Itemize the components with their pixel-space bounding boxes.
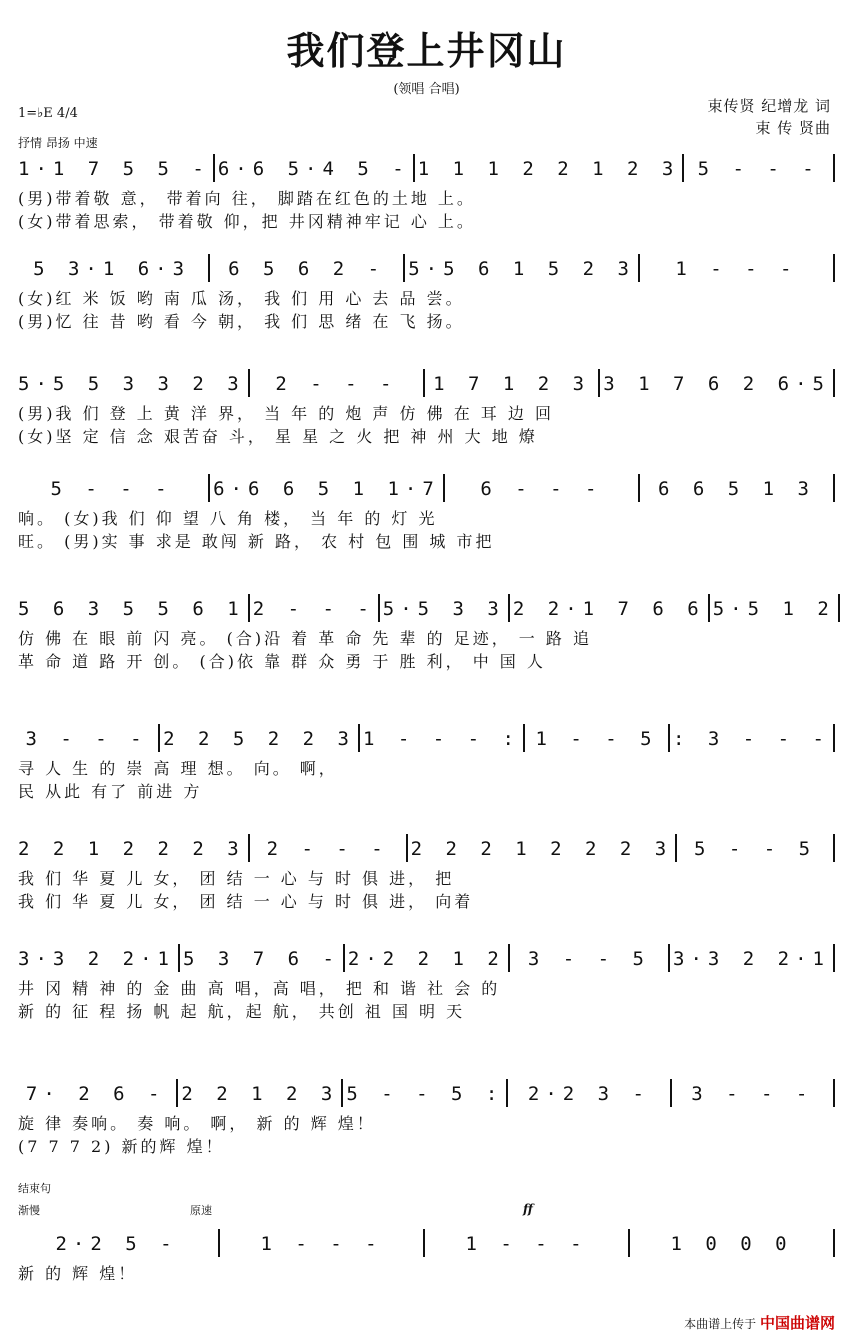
measure: 2 2 5 2 2 3 [163, 728, 355, 750]
measure: 6 5 6 2 - [228, 258, 386, 280]
page-title: 我们登上井冈山 [286, 29, 567, 73]
measure: 6 - - - [480, 478, 603, 500]
score-system [0, 250, 853, 340]
lyric-line-2: 我 们 华 夏 儿 女， 团 结 一 心 与 时 俱 进， 向着 [18, 892, 474, 911]
barline [443, 474, 445, 502]
barline [176, 1079, 178, 1107]
barline [833, 834, 835, 862]
lyric-line-1: 旋 律 奏响。 奏 响。 啊， 新 的 辉 煌！ [18, 1114, 376, 1133]
measure: 1 7 1 2 3 [433, 373, 591, 395]
notation-line [18, 720, 835, 752]
score-system [0, 470, 853, 560]
score-system [0, 590, 853, 680]
score-system [0, 830, 853, 920]
notation-line [18, 470, 835, 502]
barline [378, 594, 380, 622]
measure: 1 - - - [465, 1233, 588, 1255]
measure: 1 0 0 0 [670, 1233, 793, 1255]
measure: 7· 2 6 - [25, 1083, 166, 1105]
measure: 5 6 3 5 5 6 1 [18, 598, 245, 620]
lyric-line-1: 我 们 华 夏 儿 女， 团 结 一 心 与 时 俱 进， 把 [18, 869, 455, 888]
barline [833, 254, 835, 282]
measure: 5 - - - [50, 478, 173, 500]
score-system [0, 1075, 853, 1165]
lyric-line-1: 寻 人 生 的 崇 高 理 想。 向。 啊， [18, 759, 338, 778]
measure: 3 - - 5 [527, 948, 650, 970]
barline [178, 944, 180, 972]
measure: 6 6 5 1 3 [657, 478, 815, 500]
barline [218, 1229, 220, 1257]
score-system [0, 940, 853, 1030]
lyric-line-2: 民 从此 有了 前进 方 [18, 782, 203, 801]
lyric-line-1: 新 的 辉 煌！ [18, 1264, 138, 1283]
barline [248, 834, 250, 862]
subtitle: (领唱 合唱) [393, 82, 460, 97]
barline [508, 594, 510, 622]
barline [668, 724, 670, 752]
barline [833, 1229, 835, 1257]
barline [833, 724, 835, 752]
lyric-line-1: 仿 佛 在 眼 前 闪 亮。 (合)沿 着 革 命 先 辈 的 足迹， 一 路 追 [18, 629, 592, 648]
measure: 5 - - 5 [694, 838, 817, 860]
barline [523, 724, 525, 752]
measure: 2·2 5 - [55, 1233, 178, 1255]
slowing-mark: 渐慢 [18, 1204, 40, 1217]
measure: 5·5 6 1 5 2 3 [408, 258, 635, 280]
measure: 2 - - - [266, 838, 389, 860]
key-signature: 1=♭E 4/4 [18, 106, 78, 121]
barline [833, 474, 835, 502]
measure: 3 - - - [25, 728, 148, 750]
lyric-line-2: (男)忆 往 昔 哟 看 今 朝， 我 们 思 绪 在 飞 扬。 [18, 312, 465, 331]
measure: 5 - - 5 : [346, 1083, 504, 1105]
barline [341, 1079, 343, 1107]
barline [638, 254, 640, 282]
measure: 5·5 3 3 [382, 598, 505, 620]
barline [248, 369, 250, 397]
measure: 2 2 2 1 2 2 2 3 [410, 838, 673, 860]
tempo-primo-mark: 原速 [190, 1204, 212, 1217]
measure: 2 - - - [275, 373, 398, 395]
score-system [0, 1225, 853, 1315]
measure: 6·6 5·4 5 - [217, 158, 410, 180]
barline [208, 254, 210, 282]
measure: : 3 - - - [673, 728, 830, 750]
measure: 5·5 1 2 [712, 598, 835, 620]
measure: 1 1 1 2 2 1 2 3 [417, 158, 680, 180]
lyric-line-1: 井 冈 精 神 的 金 曲 高 唱，高 唱， 把 和 谐 社 会 的 [18, 979, 501, 998]
measure: 6·6 6 5 1 1·7 [213, 478, 440, 500]
barline [682, 154, 684, 182]
barline [213, 154, 215, 182]
barline [670, 1079, 672, 1107]
lyric-line-2: 新 的 征 程 扬 帆 起 航，起 航， 共创 祖 国 明 天 [18, 1002, 466, 1021]
lyric-line-2: 革 命 道 路 开 创。 (合)依 靠 群 众 勇 于 胜 利， 中 国 人 [18, 652, 546, 671]
composer-credit: 束 传 贤曲 [755, 119, 831, 137]
lyric-line-2: (女)坚 定 信 念 艰苦奋 斗， 星 星 之 火 把 神 州 大 地 燎 [18, 427, 538, 446]
notation-line [18, 940, 835, 972]
notation-line [18, 365, 835, 397]
measure: 1 - - - [675, 258, 798, 280]
barline [403, 254, 405, 282]
measure: 5 3·1 6·3 [33, 258, 191, 280]
measure: 3 - - - [691, 1083, 814, 1105]
barline [833, 944, 835, 972]
footer [684, 1312, 835, 1333]
lyric-line-2: 旺。 (男)实 事 求是 敢闯 新 路， 农 村 包 围 城 市把 [18, 532, 495, 551]
measure: 5·5 5 3 3 2 3 [18, 373, 245, 395]
footer-prefix: 本曲谱上传于 [684, 1317, 757, 1331]
barline [423, 1229, 425, 1257]
barline [508, 944, 510, 972]
measure: 2 2·1 7 6 6 [512, 598, 705, 620]
barline [833, 369, 835, 397]
lyric-line-1: (女)红 米 饭 哟 南 瓜 汤， 我 们 用 心 去 品 尝。 [18, 289, 465, 308]
score-system [0, 720, 853, 810]
notation-line [18, 150, 835, 182]
measure: 2 2 1 2 3 [181, 1083, 339, 1105]
barline [506, 1079, 508, 1107]
lyric-line-2: (女)带着思索， 带着敬 仰，把 井冈精神牢记 心 上。 [18, 212, 476, 231]
lyric-line-1: 响。 (女)我 们 仰 望 八 角 楼， 当 年 的 灯 光 [18, 509, 438, 528]
barline [838, 594, 840, 622]
barline [248, 594, 250, 622]
measure: 2 - - - [252, 598, 375, 620]
notation-line [18, 1075, 835, 1107]
barline [668, 944, 670, 972]
coda-label: 结束句 [18, 1182, 51, 1195]
score-system [0, 150, 853, 240]
barline [423, 369, 425, 397]
measure: 5 - - - [697, 158, 820, 180]
measure: 3 1 7 6 2 6·5 [603, 373, 830, 395]
tempo-marking: 抒情 昂扬 中速 [18, 136, 98, 150]
barline [833, 154, 835, 182]
measure: 2·2 2 1 2 [347, 948, 505, 970]
barline [406, 834, 408, 862]
lyric-line-1: (男)我 们 登 上 黄 洋 界， 当 年 的 炮 声 仿 佛 在 耳 边 回 [18, 404, 554, 423]
lyric-line-2: (7 7 7 2) 新的辉 煌！ [18, 1137, 225, 1156]
barline [158, 724, 160, 752]
measure: 1 - - 5 [535, 728, 658, 750]
barline [358, 724, 360, 752]
barline [413, 154, 415, 182]
dynamic-mark: ff [523, 1202, 533, 1216]
notation-line [18, 830, 835, 862]
barline [833, 1079, 835, 1107]
barline [638, 474, 640, 502]
lyric-line-1: (男)带着敬 意， 带着向 往， 脚踏在红色的土地 上。 [18, 189, 476, 208]
barline [208, 474, 210, 502]
measure: 1·1 7 5 5 - [18, 158, 210, 180]
notation-line [18, 250, 835, 282]
measure: 2·2 3 - [527, 1083, 650, 1105]
notation-line [18, 590, 835, 622]
measure: 3·3 2 2·1 [18, 948, 175, 970]
footer-brand[interactable]: 中国曲谱网 [759, 1314, 835, 1332]
measure: 5 3 7 6 - [182, 948, 340, 970]
barline [628, 1229, 630, 1257]
measure: 3·3 2 2·1 [673, 948, 830, 970]
notation-line [18, 1225, 835, 1257]
score-system [0, 365, 853, 455]
measure: 1 - - - : [362, 728, 520, 750]
measure: 2 2 1 2 2 2 3 [18, 838, 245, 860]
measure: 1 - - - [260, 1233, 383, 1255]
barline [675, 834, 677, 862]
barline [343, 944, 345, 972]
barline [598, 369, 600, 397]
barline [708, 594, 710, 622]
lyricist-credit: 束传贤 纪增龙 词 [707, 97, 831, 115]
